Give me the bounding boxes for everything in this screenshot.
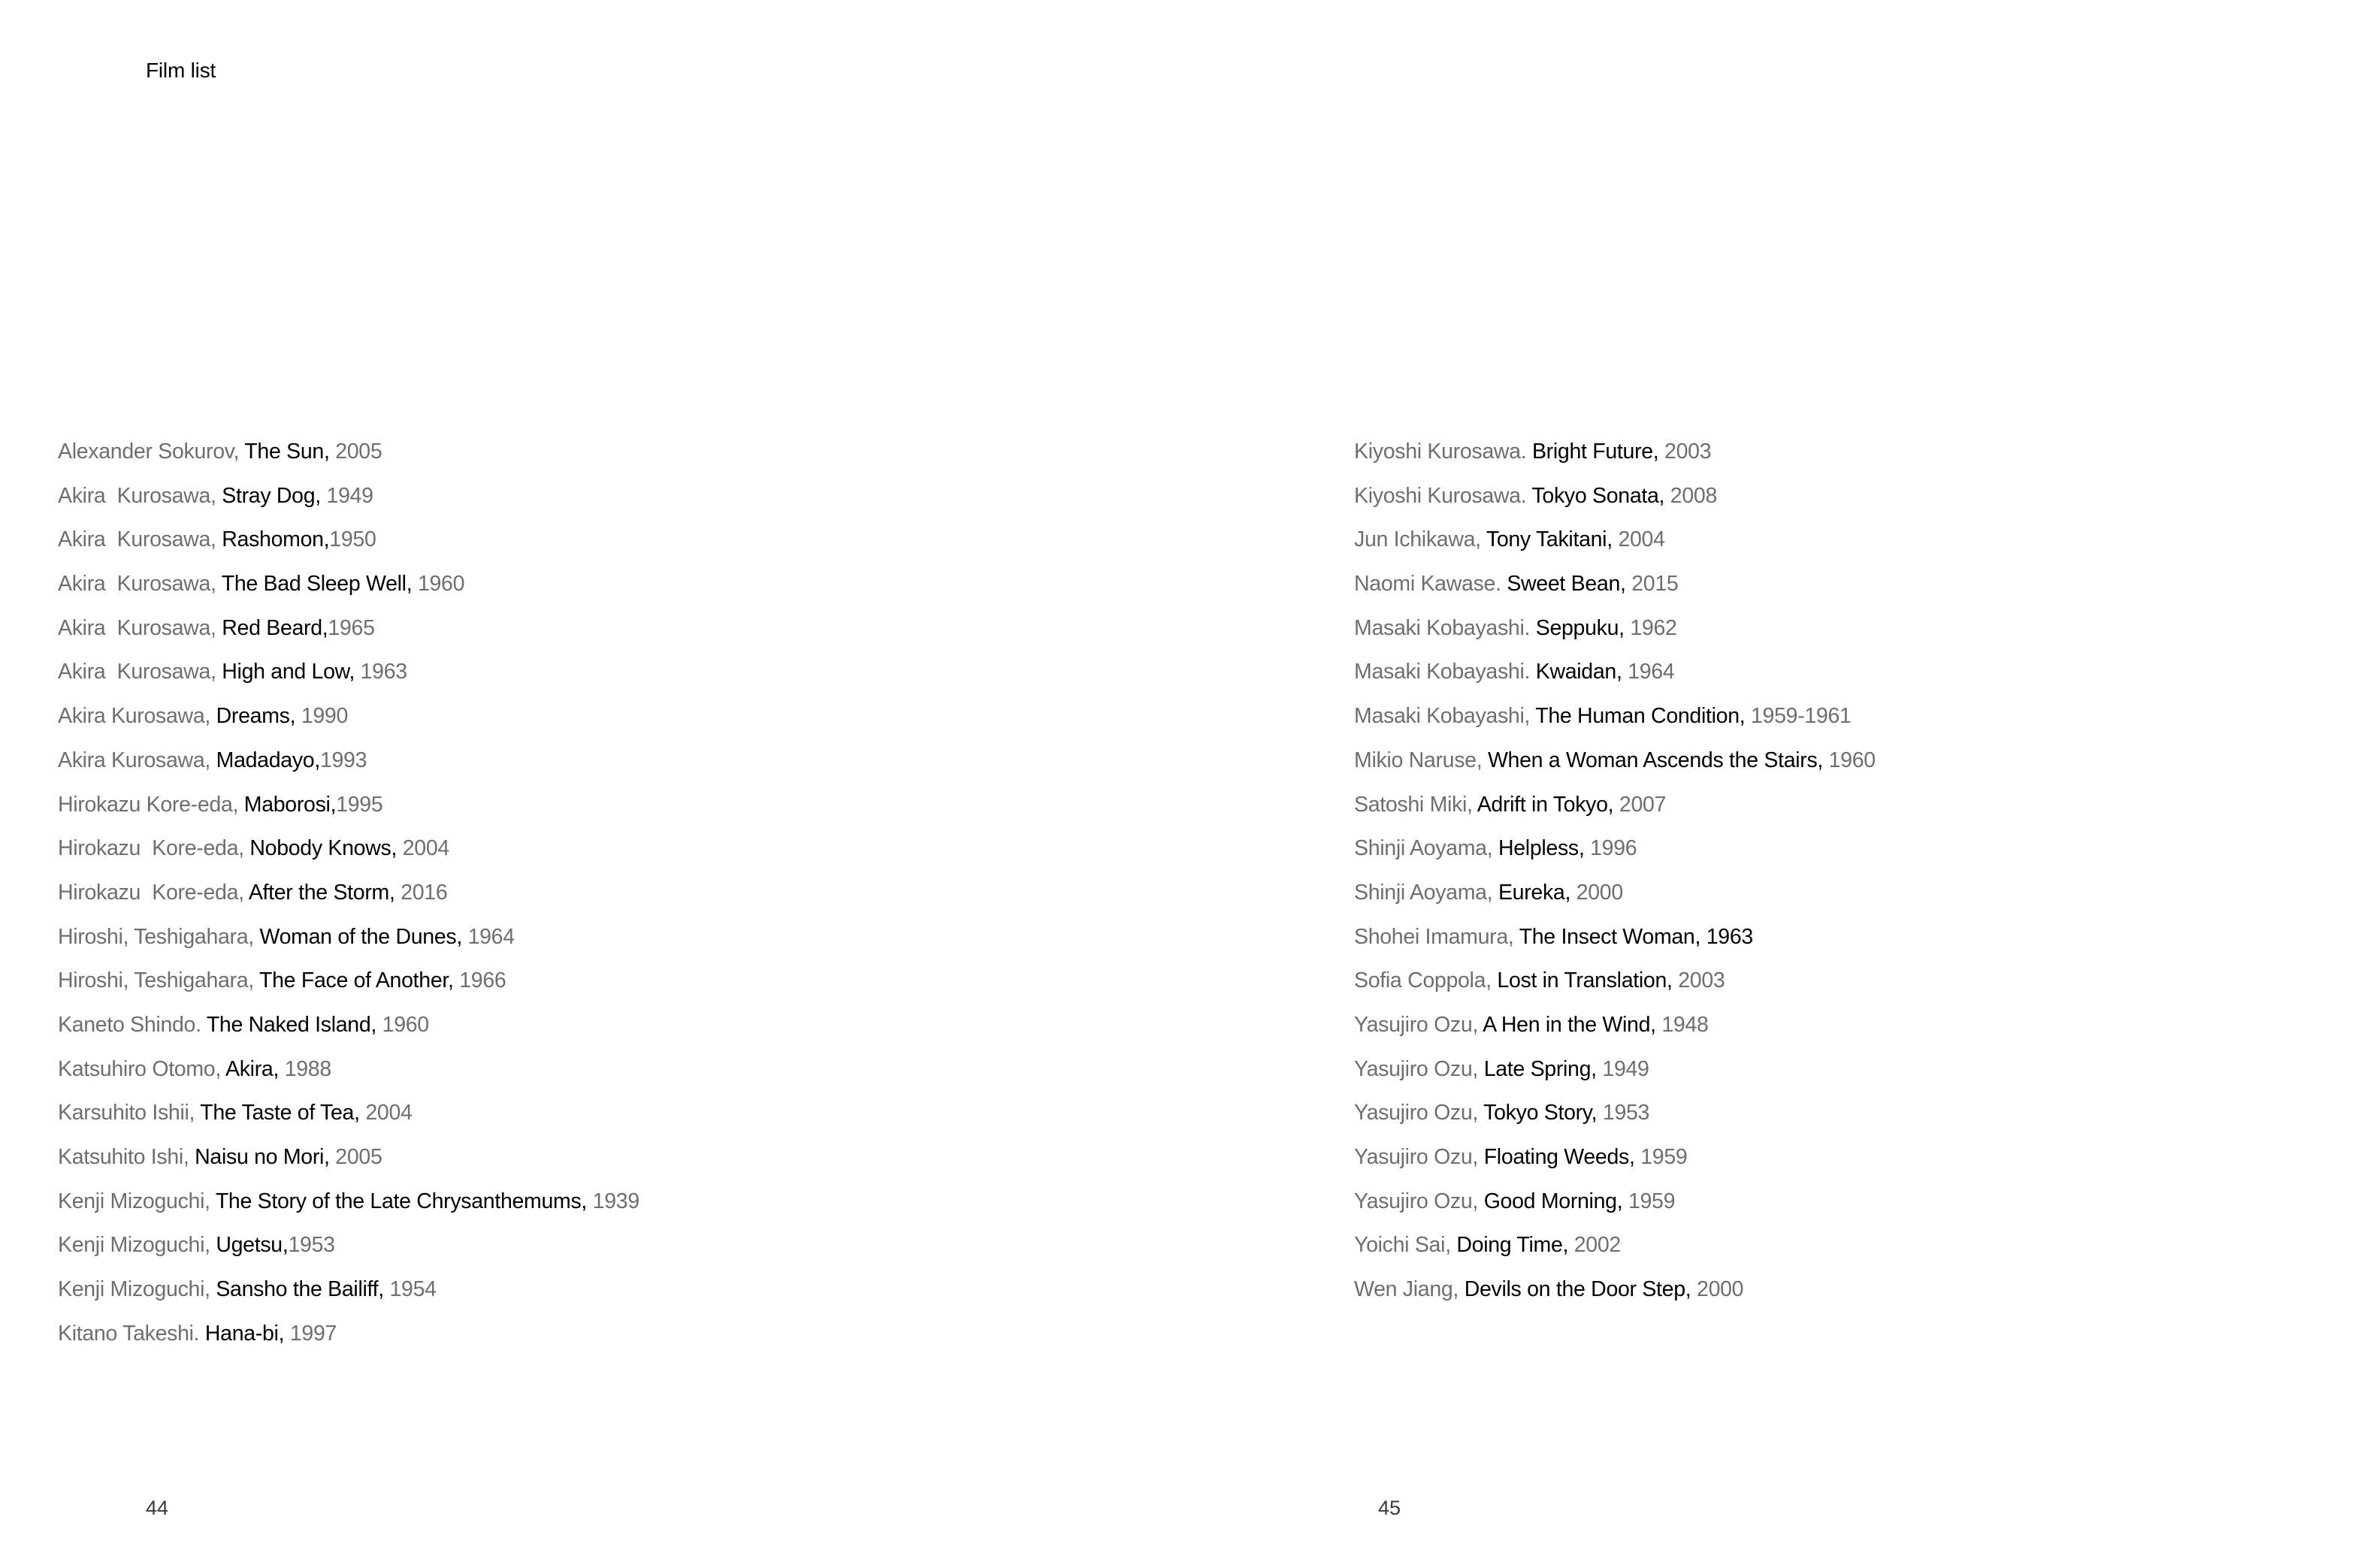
film-year: 1949 xyxy=(1602,1056,1649,1081)
film-entry xyxy=(1354,434,1876,479)
director: Karsuhito Ishii, xyxy=(58,1101,201,1125)
film-entry xyxy=(1354,654,1876,699)
director: Naomi Kawase. xyxy=(1354,572,1507,597)
director: Katsuhiro Otomo, xyxy=(58,1056,226,1081)
film-title: A Hen in the Wind, xyxy=(1483,1012,1662,1037)
director: Akira Kurosawa, xyxy=(58,483,222,508)
film-year: 2003 xyxy=(1664,440,1712,464)
film-entry xyxy=(58,1228,639,1272)
film-year: 1997 xyxy=(289,1321,337,1346)
director: Hiroshi, Teshigahara, xyxy=(58,924,260,949)
film-year: 2004 xyxy=(365,1101,413,1125)
film-title: Dreams, xyxy=(216,704,301,729)
director: Hirokazu Kore-eda, xyxy=(58,880,249,905)
film-title: After the Storm, xyxy=(248,880,401,905)
film-entry xyxy=(58,1184,639,1228)
film-title: Madadayo, xyxy=(216,748,320,772)
film-entry xyxy=(58,1316,639,1361)
film-entry xyxy=(1354,566,1876,611)
film-title: Rashomon, xyxy=(222,527,330,552)
film-entry xyxy=(1354,1228,1876,1272)
film-entry xyxy=(58,566,639,611)
film-year: 2002 xyxy=(1573,1233,1621,1258)
director: Hirokazu Kore-eda, xyxy=(58,792,244,817)
film-entry xyxy=(58,875,639,920)
film-title: When a Woman Ascends the Stairs, xyxy=(1487,748,1829,772)
film-entry xyxy=(58,920,639,964)
film-year: 1954 xyxy=(389,1277,437,1302)
page-number: 44 xyxy=(146,1497,169,1519)
film-title: The Human Condition, xyxy=(1535,704,1751,729)
director: Yasujiro Ozu, xyxy=(1354,1101,1484,1125)
film-year: 1962 xyxy=(1630,615,1677,640)
film-entry xyxy=(1354,920,1876,964)
film-entry xyxy=(1354,522,1876,566)
film-year: 2000 xyxy=(1576,880,1623,905)
film-year: 1990 xyxy=(301,704,349,729)
film-list-right xyxy=(1354,434,1876,1316)
film-entry xyxy=(58,743,639,787)
director: Kaneto Shindo. xyxy=(58,1012,207,1037)
film-entry xyxy=(1354,1095,1876,1140)
film-title: The Insect Woman, 1963 xyxy=(1519,924,1753,949)
director: Masaki Kobayashi, xyxy=(1354,704,1536,729)
film-title: Bright Future, xyxy=(1531,440,1665,464)
film-entry xyxy=(58,1140,639,1184)
film-entry xyxy=(1354,787,1876,832)
film-title: Tokyo Story, xyxy=(1483,1101,1603,1125)
director: Kiyoshi Kurosawa. xyxy=(1354,483,1532,508)
film-title: Woman of the Dunes, xyxy=(259,924,468,949)
film-entry xyxy=(1354,479,1876,523)
film-year: 1960 xyxy=(417,572,465,597)
film-entry xyxy=(58,654,639,699)
film-entry xyxy=(1354,1140,1876,1184)
film-title: Helpless, xyxy=(1498,836,1591,861)
film-entry xyxy=(58,611,639,655)
film-title: Lost in Translation, xyxy=(1497,968,1679,993)
film-title: Doing Time, xyxy=(1456,1233,1574,1258)
film-title: The Sun, xyxy=(244,440,336,464)
director: Akira Kurosawa, xyxy=(58,527,222,552)
film-entry xyxy=(58,1008,639,1052)
film-title: Adrift in Tokyo, xyxy=(1477,792,1619,817)
film-year: 1948 xyxy=(1661,1012,1709,1037)
film-year: 1964 xyxy=(1628,660,1675,684)
film-year: 1950 xyxy=(329,527,376,552)
director: Kenji Mizoguchi, xyxy=(58,1189,216,1213)
film-entry xyxy=(58,699,639,743)
film-title: The Naked Island, xyxy=(206,1012,382,1037)
film-title: Maborosi, xyxy=(243,792,337,817)
film-title: High and Low, xyxy=(222,660,361,684)
film-title: Good Morning, xyxy=(1483,1189,1628,1213)
director: Masaki Kobayashi. xyxy=(1354,615,1536,640)
right-page xyxy=(1184,0,2367,1568)
director: Wen Jiang, xyxy=(1354,1277,1465,1302)
film-entry xyxy=(1354,1184,1876,1228)
director: Akira Kurosawa, xyxy=(58,748,216,772)
film-year: 2007 xyxy=(1619,792,1667,817)
film-title: Late Spring, xyxy=(1483,1056,1603,1081)
director: Akira Kurosawa, xyxy=(58,704,216,729)
film-entry xyxy=(1354,1052,1876,1096)
film-year: 2004 xyxy=(1618,527,1665,552)
director: Akira Kurosawa, xyxy=(58,572,222,597)
director: Yasujiro Ozu, xyxy=(1354,1189,1484,1213)
film-year: 1953 xyxy=(288,1233,335,1258)
film-year: 2015 xyxy=(1631,572,1679,597)
film-year: 2005 xyxy=(335,1145,382,1169)
film-title: The Story of the Late Chrysanthemums, xyxy=(215,1189,593,1213)
film-title: Sansho the Bailiff, xyxy=(216,1277,390,1302)
film-list-left xyxy=(58,434,639,1360)
film-year: 2016 xyxy=(401,880,448,905)
film-entry xyxy=(58,787,639,832)
director: Kenji Mizoguchi, xyxy=(58,1277,216,1302)
film-title: Floating Weeds, xyxy=(1483,1145,1641,1169)
film-title: Hana-bi, xyxy=(204,1321,290,1346)
film-year: 1939 xyxy=(592,1189,639,1213)
film-entry xyxy=(1354,611,1876,655)
film-title: Devils on the Door Step, xyxy=(1464,1277,1697,1302)
film-title: Ugetsu, xyxy=(216,1233,289,1258)
film-year: 2003 xyxy=(1678,968,1725,993)
director: Akira Kurosawa, xyxy=(58,660,222,684)
director: Kitano Takeshi. xyxy=(58,1321,205,1346)
film-title: Tony Takitani, xyxy=(1486,527,1619,552)
film-entry xyxy=(58,1052,639,1096)
film-year: 2004 xyxy=(402,836,449,861)
director: Shinji Aoyama, xyxy=(1354,836,1498,861)
film-title: Stray Dog, xyxy=(222,483,327,508)
film-entry xyxy=(58,434,639,479)
film-title: Seppuku, xyxy=(1535,615,1631,640)
film-title: Kwaidan, xyxy=(1535,660,1628,684)
film-title: The Bad Sleep Well, xyxy=(221,572,418,597)
film-year: 1963 xyxy=(360,660,407,684)
film-year: 1988 xyxy=(284,1056,331,1081)
film-year: 1959 xyxy=(1640,1145,1688,1169)
film-year: 1960 xyxy=(382,1012,429,1037)
film-year: 1993 xyxy=(319,748,367,772)
film-title: The Taste of Tea, xyxy=(200,1101,366,1125)
director: Sofia Coppola, xyxy=(1354,968,1498,993)
director: Kiyoshi Kurosawa. xyxy=(1354,440,1532,464)
film-title: The Face of Another, xyxy=(259,968,460,993)
director: Mikio Naruse, xyxy=(1354,748,1488,772)
director: Katsuhito Ishi, xyxy=(58,1145,195,1169)
film-title: Sweet Bean, xyxy=(1507,572,1632,597)
film-entry xyxy=(58,522,639,566)
film-year: 1996 xyxy=(1590,836,1637,861)
film-title: Akira, xyxy=(225,1056,285,1081)
film-entry xyxy=(58,479,639,523)
film-year: 1966 xyxy=(459,968,506,993)
film-entry xyxy=(1354,1008,1876,1052)
film-year: 1959 xyxy=(1628,1189,1676,1213)
director: Alexander Sokurov, xyxy=(58,440,245,464)
director: Yoichi Sai, xyxy=(1354,1233,1457,1258)
film-year: 2000 xyxy=(1697,1277,1744,1302)
director: Shohei Imamura, xyxy=(1354,924,1519,949)
film-year: 2005 xyxy=(335,440,382,464)
film-title: Nobody Knows, xyxy=(249,836,403,861)
director: Yasujiro Ozu, xyxy=(1354,1056,1484,1081)
director: Satoshi Miki, xyxy=(1354,792,1477,817)
director: Akira Kurosawa, xyxy=(58,615,222,640)
film-year: 1949 xyxy=(326,483,373,508)
film-title: Red Beard, xyxy=(222,615,328,640)
film-entry xyxy=(1354,963,1876,1008)
film-title: Naisu no Mori, xyxy=(195,1145,336,1169)
film-year: 2008 xyxy=(1670,483,1717,508)
film-entry xyxy=(58,1272,639,1316)
film-entry xyxy=(1354,875,1876,920)
page-number: 45 xyxy=(1378,1497,1401,1519)
page-title: Film list xyxy=(146,59,216,82)
film-entry xyxy=(1354,831,1876,875)
film-entry xyxy=(1354,1272,1876,1316)
director: Hirokazu Kore-eda, xyxy=(58,836,250,861)
director: Jun Ichikawa, xyxy=(1354,527,1486,552)
film-year: 1960 xyxy=(1828,748,1876,772)
film-entry xyxy=(58,1095,639,1140)
director: Hiroshi, Teshigahara, xyxy=(58,968,260,993)
film-year: 1959-1961 xyxy=(1751,704,1852,729)
film-year: 1953 xyxy=(1602,1101,1650,1125)
director: Yasujiro Ozu, xyxy=(1354,1145,1484,1169)
film-entry xyxy=(58,963,639,1008)
film-entry xyxy=(58,831,639,875)
film-year: 1995 xyxy=(336,792,383,817)
film-title: Tokyo Sonata, xyxy=(1531,483,1670,508)
film-year: 1964 xyxy=(467,924,515,949)
director: Shinji Aoyama, xyxy=(1354,880,1498,905)
film-entry xyxy=(1354,743,1876,787)
director: Masaki Kobayashi. xyxy=(1354,660,1536,684)
film-entry xyxy=(1354,699,1876,743)
director: Kenji Mizoguchi, xyxy=(58,1233,216,1258)
director: Yasujiro Ozu, xyxy=(1354,1012,1483,1037)
film-year: 1965 xyxy=(328,615,375,640)
film-title: Eureka, xyxy=(1498,880,1576,905)
